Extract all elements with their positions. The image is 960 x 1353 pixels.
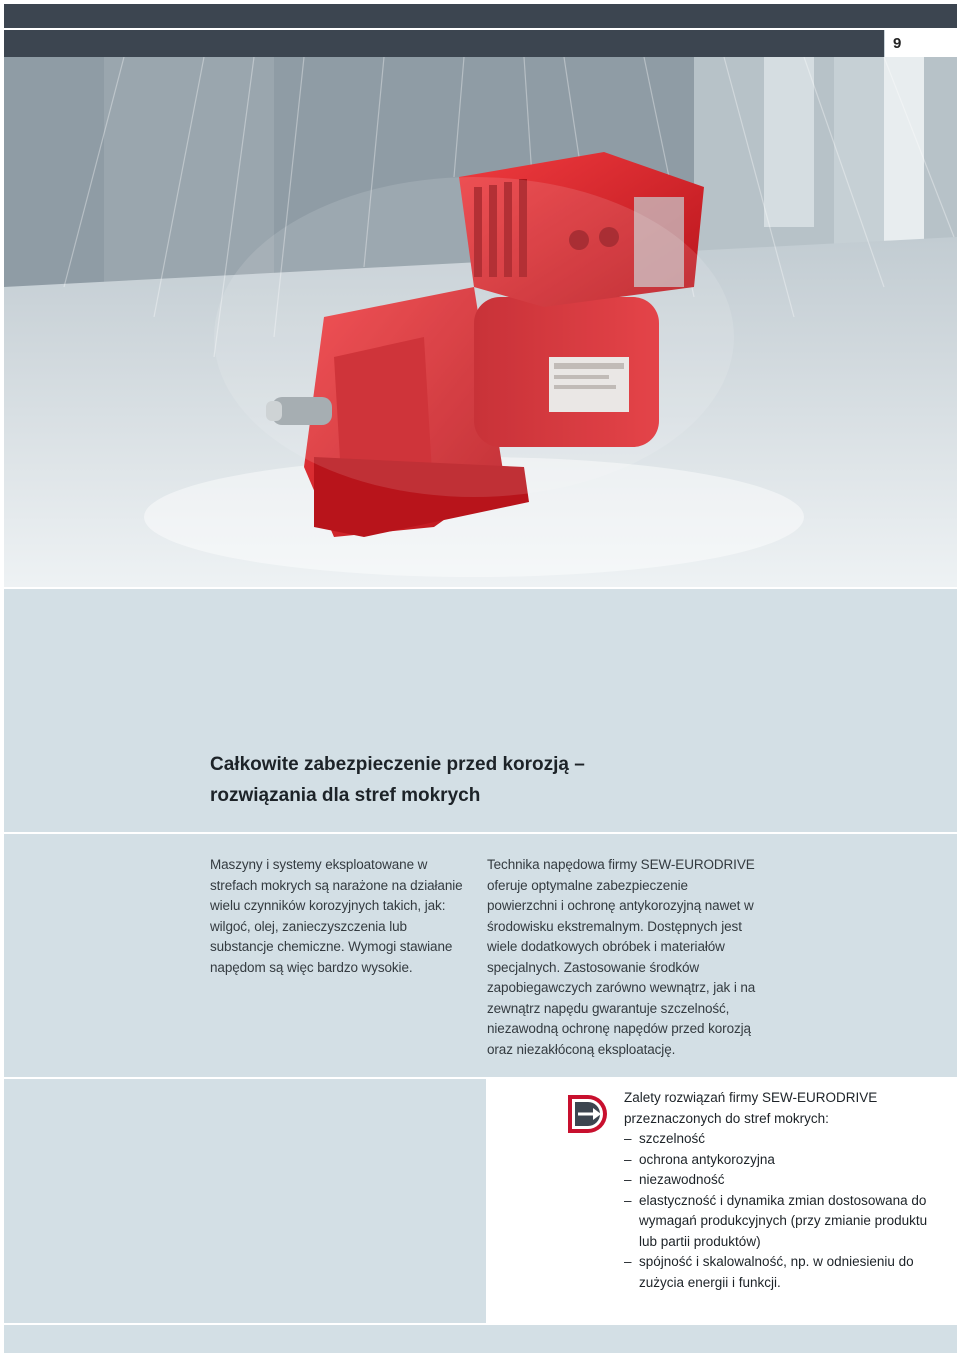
benefit-dash: –	[624, 1131, 632, 1146]
benefit-item	[624, 1252, 944, 1293]
benefit-text: niezawodność	[639, 1172, 725, 1187]
benefit-item	[624, 1170, 944, 1191]
benefits-list	[624, 1088, 944, 1293]
benefit-text: spójność i skalowalność, np. w odniesieniu do zużycia energii i funkcji.	[639, 1254, 914, 1290]
benefit-text: elastyczność i dynamika zmian dostosowana do wymagań produkcyjnych (przy zmianie produktu lub partii produktów)	[639, 1192, 928, 1249]
benefit-dash: –	[624, 1192, 632, 1208]
hero-photo	[4, 57, 957, 587]
top-bar	[4, 4, 957, 28]
benefit-dash: –	[624, 1151, 632, 1167]
divider	[4, 832, 957, 834]
page-title-line-2: rozwiązania dla stref mokrych	[210, 785, 481, 806]
benefit-item	[624, 1191, 944, 1253]
page-title	[210, 749, 810, 811]
page-number-text: 9	[893, 35, 902, 52]
page-number	[884, 30, 957, 57]
benefits-title	[624, 1088, 944, 1129]
arrow-right-icon	[566, 1093, 608, 1135]
bottom-strip	[4, 1325, 957, 1353]
motor-in-water-spray-photo	[4, 57, 957, 587]
intro-panel	[4, 589, 957, 1077]
benefits-title-line-2: przeznaczonych do stref mokrych:	[624, 1110, 829, 1126]
benefit-text: ochrona antykorozyjna	[639, 1151, 775, 1167]
bottom-left-panel	[4, 1079, 486, 1323]
header-band	[4, 30, 957, 57]
intro-text-right: Technika napędowa firmy SEW-EURODRIVE oferuje optymalne zabezpieczenie powierzchni i ochronę antykorozyjną nawet w środowisku ekstremalnym. Dostępnych jest wiele dodatkowych obróbek i materiałów specjalnych. Zastosowanie środków zapobiegawczych zarówno wewnątrz, jak i na zewnątrz napędu gwarantuje szczelność, niezawodną ochronę napędów przed korozją oraz niezakłóconą eksploatację.	[487, 857, 756, 1057]
benefits-title-line-1: Zalety rozwiązań firmy SEW-EURODRIVE	[624, 1090, 878, 1105]
benefit-dash: –	[624, 1254, 632, 1269]
benefits-panel	[486, 1079, 957, 1323]
benefit-text: szczelność	[639, 1131, 706, 1146]
benefit-item	[624, 1150, 944, 1171]
page-title-line-1: Całkowite zabezpieczenie przed korozją –	[210, 754, 585, 775]
benefit-item	[624, 1129, 944, 1150]
intro-text-left: Maszyny i systemy eksploatowane w strefach mokrych są narażone na działanie wielu czynników korozyjnych takich, jak: wilgoć, olej, zanieczyszczenia lub substancje chemiczne. Wymogi stawiane napędom są więc bardzo wysokie.	[210, 857, 463, 975]
benefit-dash: –	[624, 1172, 632, 1187]
